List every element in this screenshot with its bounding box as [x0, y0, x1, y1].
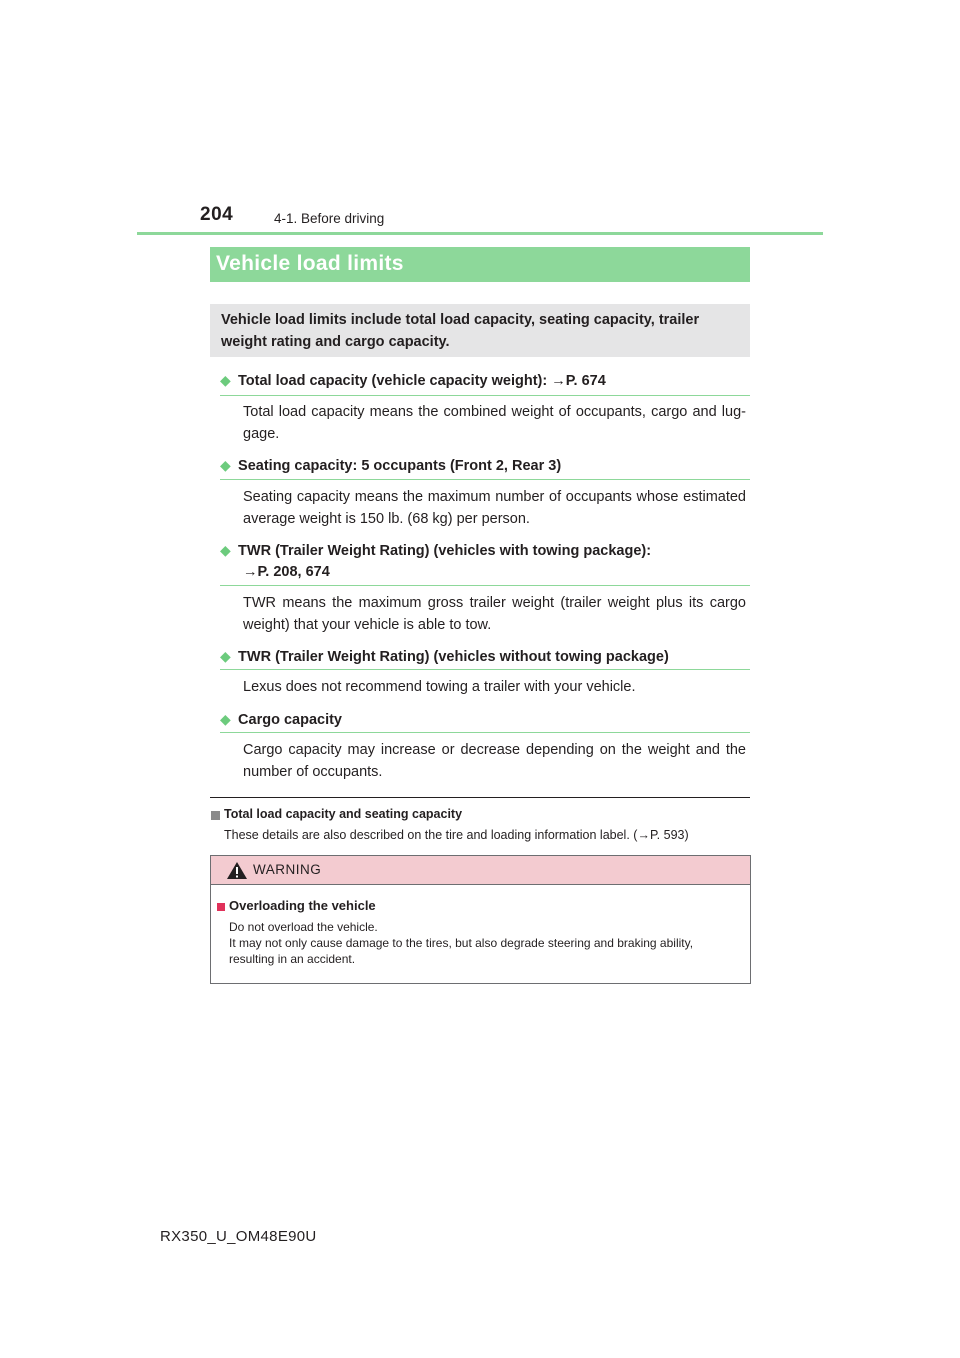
item-body-twr-with-towing: TWR means the maximum gross trailer weight (trailer weight plus its cargo weight) that your vehicle is able to tow.: [243, 595, 746, 633]
item-heading-total-load: [220, 370, 750, 392]
diamond-bullet-icon: ◆: [220, 457, 231, 473]
diamond-bullet-icon: ◆: [220, 711, 231, 727]
item-divider: [220, 669, 750, 670]
warning-title: WARNING: [253, 862, 322, 877]
section-breadcrumb: 4-1. Before driving: [274, 211, 385, 226]
page-reference-link[interactable]: →P. 674: [551, 373, 606, 389]
warning-text-line: Do not overload the vehicle.: [229, 920, 378, 934]
warning-header: [211, 856, 750, 885]
item-heading-twr-without-towing: [220, 646, 750, 668]
item-heading-cargo-capacity: [220, 709, 750, 731]
section-title-banner: [210, 247, 750, 282]
warning-box: [210, 855, 751, 984]
item-heading-seating-capacity: [220, 455, 750, 477]
page-number: 204: [200, 204, 234, 225]
warning-subheading: Overloading the vehicle: [229, 898, 376, 913]
page-reference-link[interactable]: →P. 208, 674: [243, 564, 330, 580]
diamond-bullet-icon: ◆: [220, 648, 231, 664]
note-heading: Total load capacity and seating capacity: [224, 807, 463, 821]
item-heading-text: TWR (Trailer Weight Rating) (vehicles without towing package): [238, 649, 669, 665]
item-heading-text: Total load capacity (vehicle capacity weight):: [238, 373, 548, 389]
intro-text: Vehicle load limits include total load capacity, seating capacity, trailer weight rating and cargo capacity.: [221, 312, 700, 350]
item-body-total-load: Total load capacity means the combined weight of occupants, cargo and lug-gage.: [243, 404, 746, 442]
intro-box: [210, 304, 750, 357]
warning-triangle-icon: [226, 861, 248, 880]
item-heading-text: Cargo capacity: [238, 712, 342, 728]
item-divider: [220, 732, 750, 733]
warning-text-line: It may not only cause damage to the tires, but also degrade steering and braking ability,: [229, 936, 694, 950]
diamond-bullet-icon: ◆: [220, 372, 231, 388]
note-divider: [210, 797, 750, 798]
footer-model-code: RX350_U_OM48E90U: [160, 1228, 317, 1245]
warning-text-line: resulting in an accident.: [229, 952, 356, 966]
item-heading-text: Seating capacity: 5 occupants (Front 2, Rear 3): [238, 458, 562, 474]
diamond-bullet-icon: ◆: [220, 542, 231, 558]
item-heading-twr-with-towing: [220, 540, 750, 583]
item-divider: [220, 585, 750, 586]
square-bullet-icon: [211, 811, 220, 820]
item-body-seating-capacity: Seating capacity means the maximum number of occupants whose estimated average weight is 150 lb. (68 kg) per person.: [243, 489, 746, 527]
section-title: Vehicle load limits: [216, 252, 404, 275]
square-bullet-icon: [217, 903, 225, 911]
item-body-cargo-capacity: Cargo capacity may increase or decrease depending on the weight and the number of occupants.: [243, 742, 746, 780]
item-divider: [220, 479, 750, 480]
item-body-twr-without-towing: Lexus does not recommend towing a trailer with your vehicle.: [243, 679, 636, 695]
item-divider: [220, 395, 750, 396]
header-divider: [137, 232, 823, 235]
item-heading-text: TWR (Trailer Weight Rating) (vehicles with towing package):: [238, 543, 652, 559]
note-text: These details are also described on the tire and loading information label. (→P. 593): [224, 828, 689, 842]
